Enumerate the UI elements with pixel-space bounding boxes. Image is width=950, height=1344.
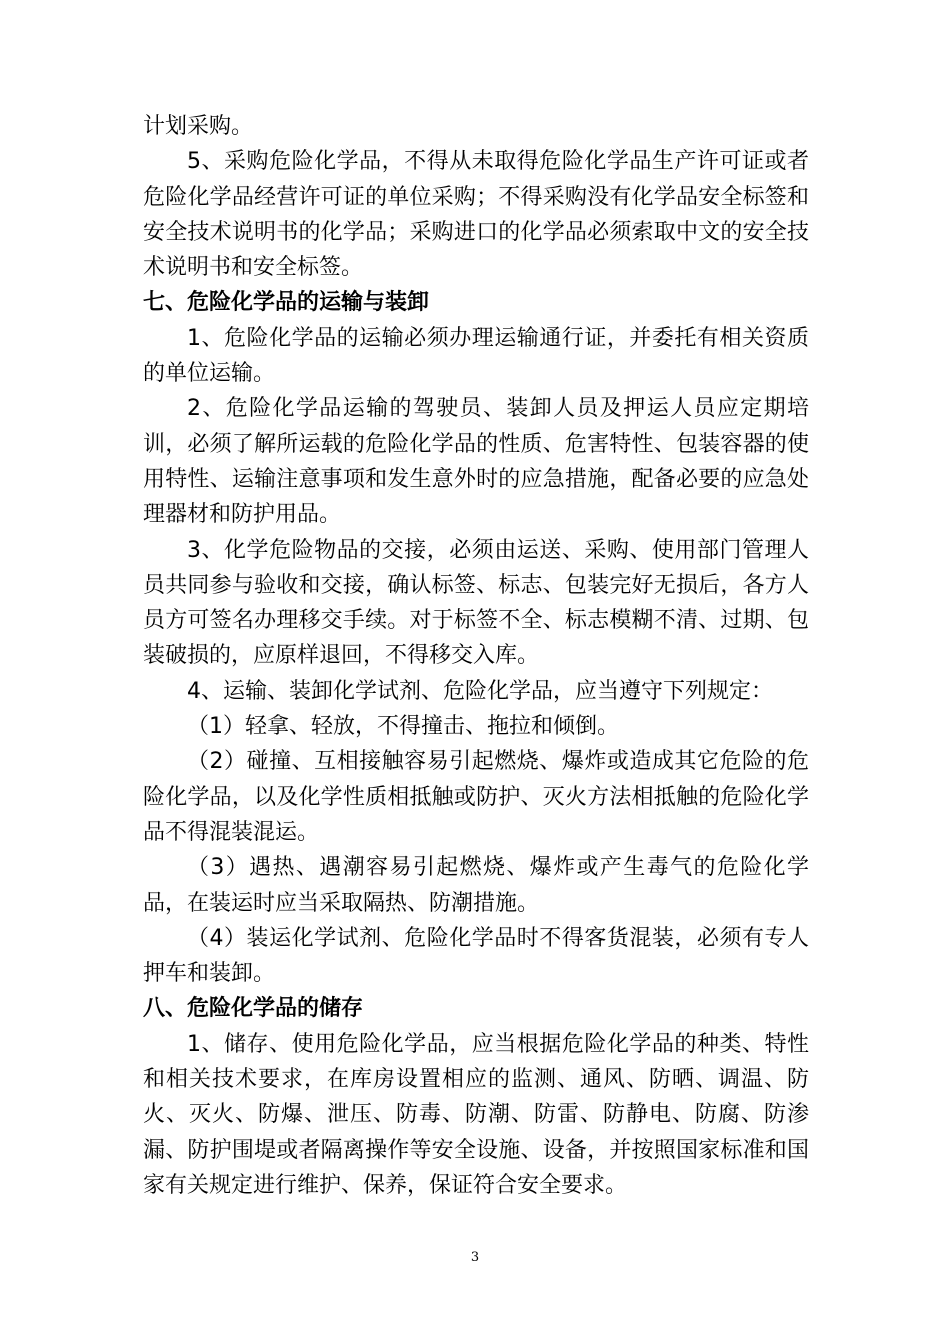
paragraph-item-4: 4、运输、装卸化学试剂、危险化学品，应当遵守下列规定： <box>187 678 773 704</box>
paragraph-item-5: 5、采购危险化学品，不得从未取得危险化学品生产许可证或者危险化学品经营许可证的单位采购；不得采购没有化学品安全标签和安全技术说明书的化学品；采购进口的化学品必须索取中文的安全技术说明书和安全标签。 <box>143 149 809 281</box>
section-heading-7: 七、危险化学品的运输与装卸 <box>143 290 430 316</box>
sub-item-3: （3）遇热、遇潮容易引起燃烧、爆炸或产生毒气的危险化学品，在装运时应当采取隔热、防潮措施。 <box>143 855 809 916</box>
paragraph-storage-1: 1、储存、使用危险化学品，应当根据危险化学品的种类、特性和相关技术要求，在库房设置相应的监测、通风、防晒、调温、防火、灭火、防爆、泄压、防毒、防潮、防雷、防静电、防腐、防渗漏、防护围堤或者隔离操作等安全设施、设备，并按照国家标准和国家有关规定进行维护、保养，保证符合安全要求。 <box>143 1031 809 1198</box>
sub-item-1: （1）轻拿、轻放，不得撞击、拖拉和倾倒。 <box>187 714 619 740</box>
paragraph-continuation: 计划采购。 <box>143 114 254 139</box>
paragraph-item-3: 3、化学危险物品的交接，必须由运送、采购、使用部门管理人员共同参与验收和交接，确认标签、标志、包装完好无损后，各方人员方可签名办理移交手续。对于标签不全、标志模糊不清、过期、包装破损的，应原样退回，不得移交入库。 <box>143 537 809 669</box>
section-heading-8: 八、危险化学品的储存 <box>143 996 364 1022</box>
paragraph-item-2: 2、危险化学品运输的驾驶员、装卸人员及押运人员应定期培训，必须了解所运载的危险化学品的性质、危害特性、包装容器的使用特性、运输注意事项和发生意外时的应急措施，配备必要的应急处理器材和防护用品。 <box>143 396 809 528</box>
paragraph-item-1: 1、危险化学品的运输必须办理运输通行证，并委托有相关资质的单位运输。 <box>143 325 809 387</box>
page-body <box>143 109 809 1203</box>
page-number: 3 <box>470 1250 480 1265</box>
sub-item-4: （4）装运化学试剂、危险化学品时不得客货混装，必须有专人押车和装卸。 <box>143 925 809 987</box>
sub-item-2: （2）碰撞、互相接触容易引起燃烧、爆炸或造成其它危险的危险化学品，以及化学性质相抵触或防护、灭火方法相抵触的危险化学品不得混装混运。 <box>143 749 809 845</box>
